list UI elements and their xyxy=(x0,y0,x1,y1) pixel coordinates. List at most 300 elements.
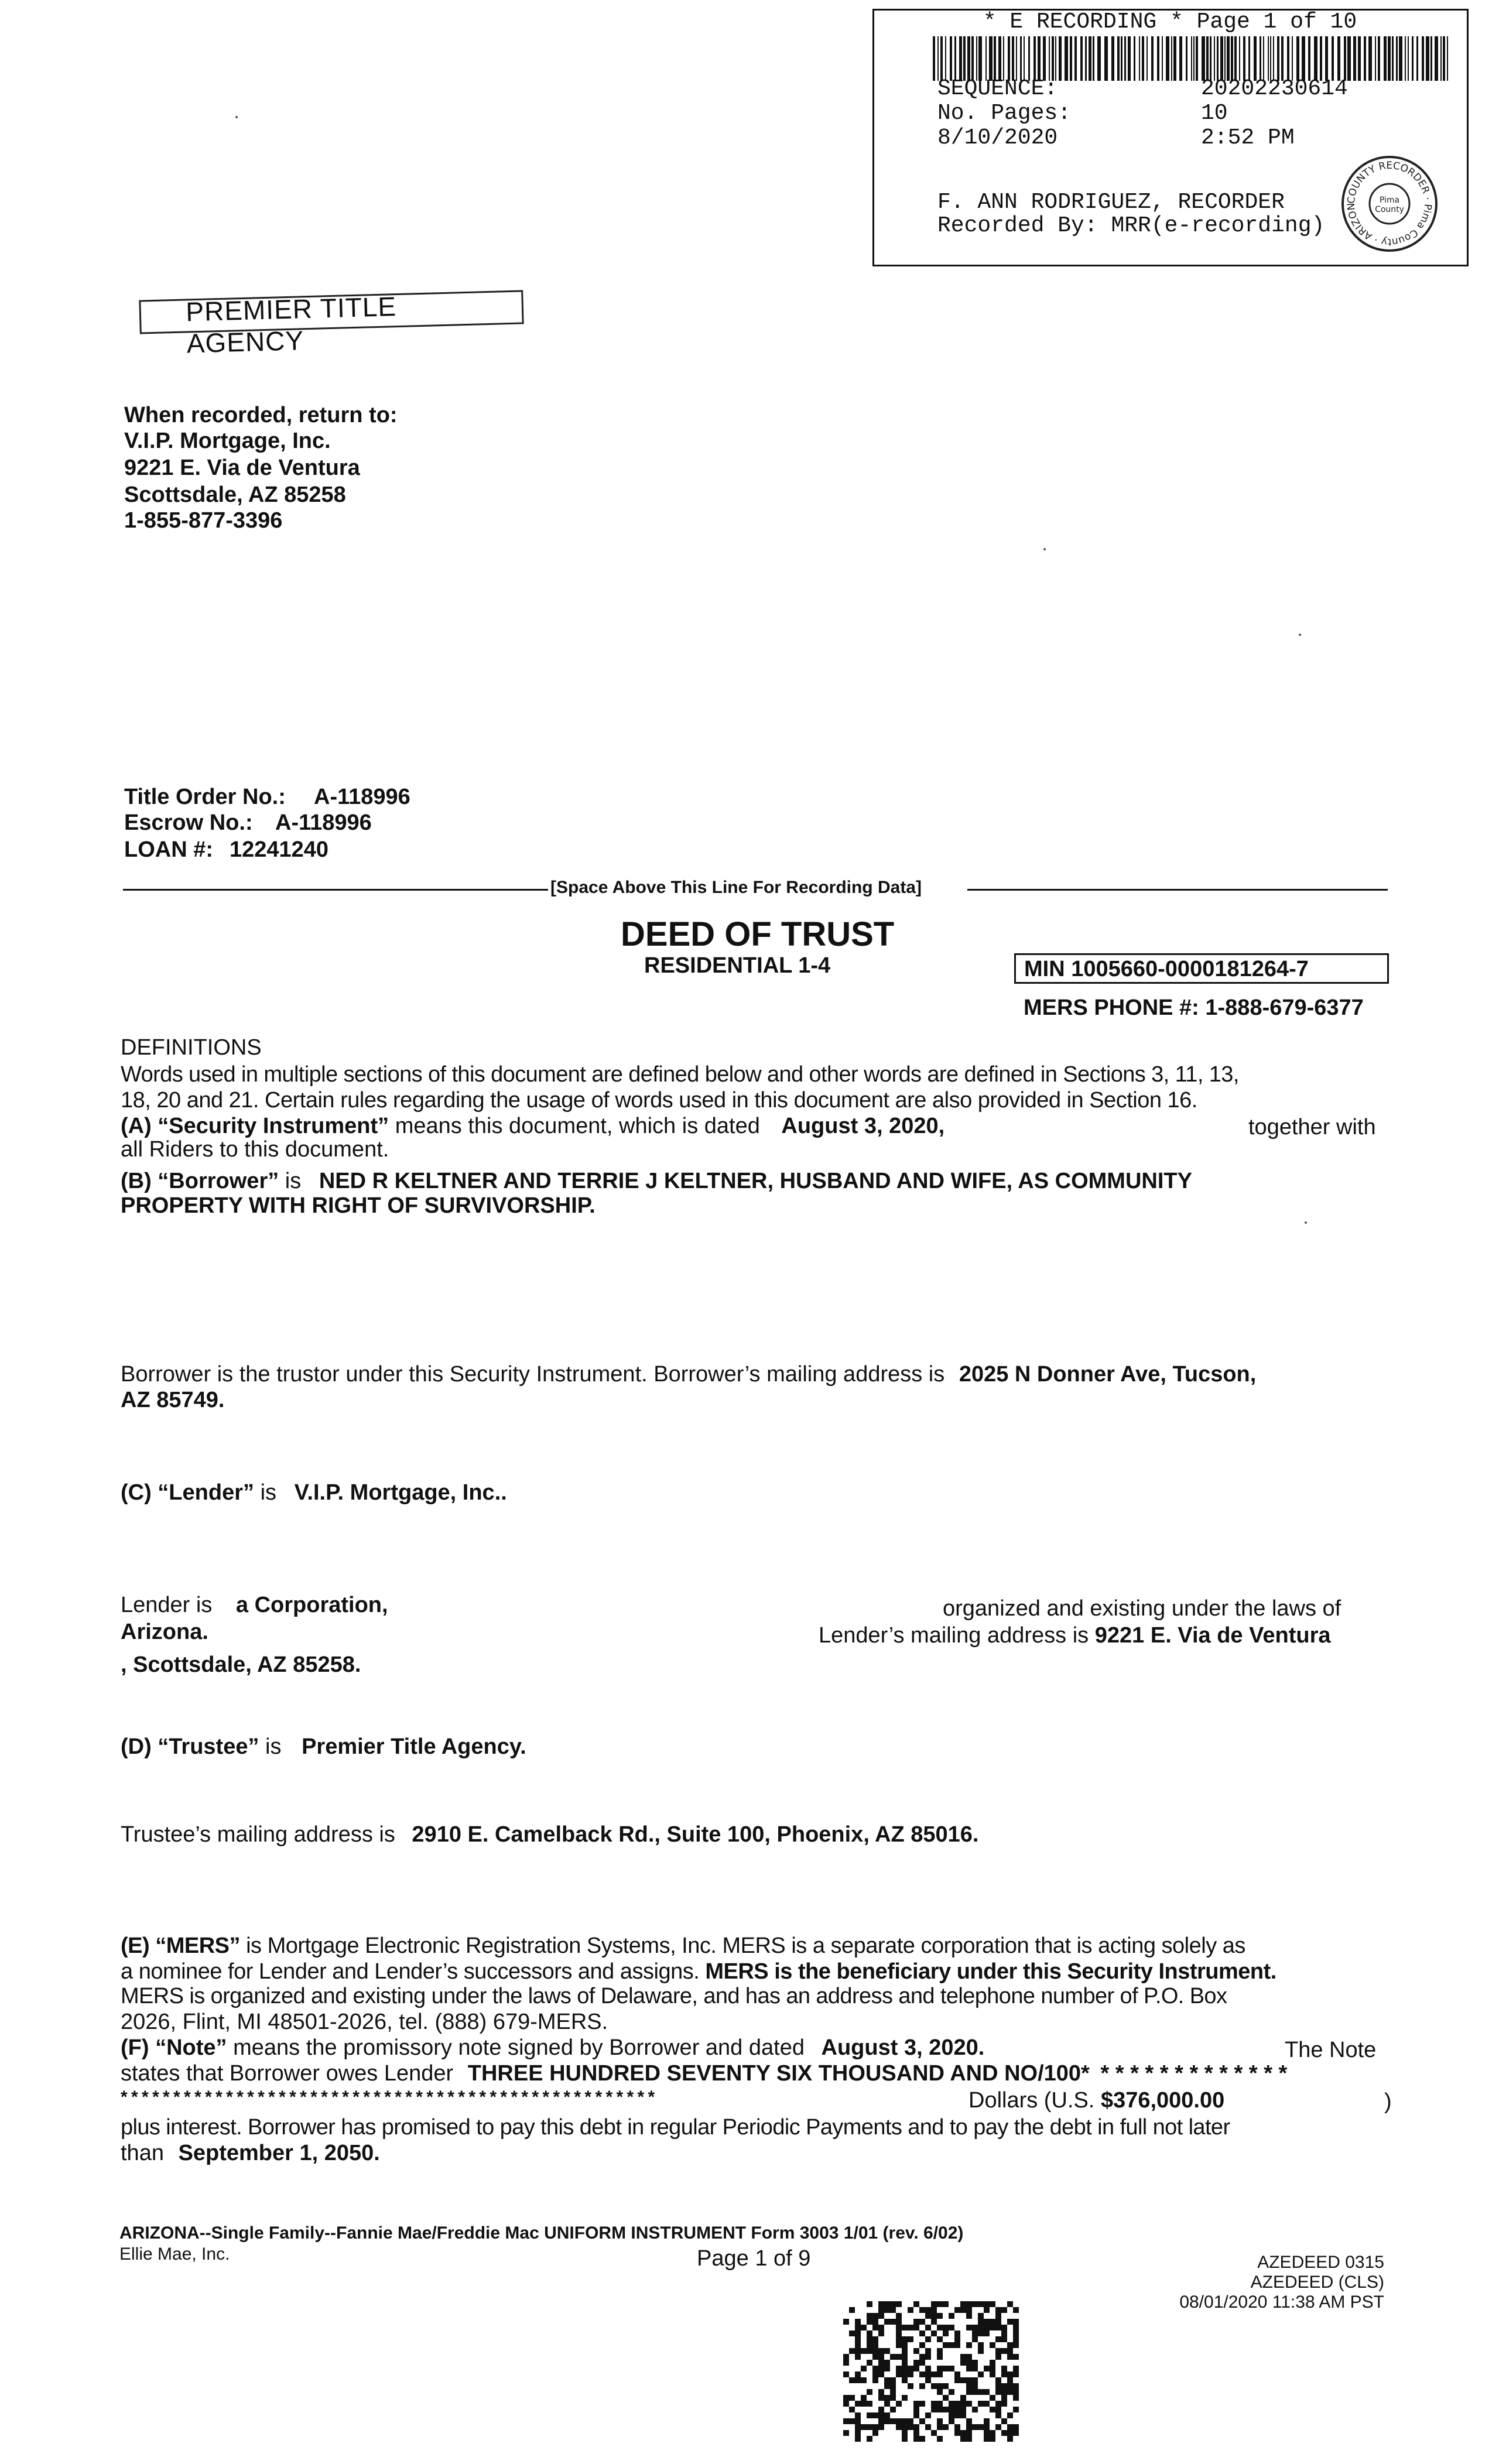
barcode-bar xyxy=(1070,36,1072,81)
trustee-mail-row xyxy=(121,1821,978,1848)
code-module xyxy=(931,2401,937,2407)
code-module xyxy=(855,2325,861,2330)
code-module xyxy=(849,2407,855,2412)
code-module xyxy=(896,2319,902,2325)
barcode-bar xyxy=(1399,36,1402,81)
code-module xyxy=(855,2330,861,2336)
code-module xyxy=(896,2418,902,2424)
code-module xyxy=(966,2436,972,2442)
code-module xyxy=(966,2313,972,2319)
min-number: MIN 1005660-0000181264-7 xyxy=(1024,957,1309,981)
code-module xyxy=(954,2412,960,2418)
code-module xyxy=(878,2301,884,2307)
code-module xyxy=(896,2313,902,2319)
barcode-bar xyxy=(1308,36,1310,81)
code-module xyxy=(937,2348,943,2354)
code-module xyxy=(937,2301,943,2307)
barcode-bar xyxy=(1124,36,1126,81)
barcode-bar xyxy=(937,36,939,81)
footer-form: ARIZONA--Single Family--Fannie Mae/Freddie Mac UNIFORM INSTRUMENT Form 3003 1/01 (rev. 6/02) xyxy=(119,2223,964,2243)
barcode-bar xyxy=(1416,36,1418,81)
code-module xyxy=(995,2336,1001,2342)
code-module xyxy=(1007,2430,1013,2436)
barcode-bar xyxy=(1368,36,1372,81)
barcode-bar xyxy=(1171,36,1172,81)
code-module xyxy=(949,2313,954,2319)
code-module xyxy=(843,2360,849,2366)
code-module xyxy=(1007,2412,1013,2418)
code-module xyxy=(925,2366,931,2371)
def-f-stars-2: * * * * * * * * * * * * * * * * * * * * * * * * * * * * * * * * * * * * * * * * * * * * * * * * * * * xyxy=(121,2087,655,2107)
def-c-row xyxy=(121,1479,507,1506)
barcode-bar xyxy=(1043,36,1046,81)
code-module xyxy=(878,2307,884,2313)
code-module xyxy=(896,2325,902,2330)
barcode-bar xyxy=(1003,36,1004,81)
code-module xyxy=(984,2307,990,2313)
barcode-bar xyxy=(1139,36,1140,81)
code-module xyxy=(972,2383,978,2389)
barcode-bar xyxy=(1074,36,1077,81)
def-f-the-note: The Note xyxy=(1285,2038,1377,2062)
code-module xyxy=(931,2301,937,2307)
loan-value: 12241240 xyxy=(230,837,329,862)
barcode-bar xyxy=(1173,36,1176,81)
def-a-label: (A) “Security Instrument” xyxy=(121,1114,389,1138)
code-module xyxy=(890,2301,896,2307)
barcode-bar xyxy=(1412,36,1414,81)
code-module xyxy=(925,2371,931,2377)
code-module xyxy=(925,2307,931,2313)
code-module xyxy=(978,2401,984,2407)
code-module xyxy=(972,2325,978,2330)
code-module xyxy=(890,2407,896,2412)
code-module xyxy=(902,2418,908,2424)
barcode-bar xyxy=(1320,36,1322,81)
scan-speck xyxy=(1299,634,1301,636)
barcode-bar xyxy=(1378,36,1380,81)
barcode-bar xyxy=(1332,36,1334,81)
code-module xyxy=(978,2389,984,2395)
code-module xyxy=(872,2424,878,2430)
code-module xyxy=(849,2330,855,2336)
barcode-bar xyxy=(1206,36,1209,81)
code-module xyxy=(843,2418,849,2424)
code-module xyxy=(960,2395,966,2401)
code-module xyxy=(931,2307,937,2313)
code-module xyxy=(925,2336,931,2342)
barcode-bar xyxy=(1111,36,1114,81)
code-module xyxy=(931,2313,937,2319)
def-e-label: (E) “MERS” xyxy=(121,1933,240,1958)
barcode-bar xyxy=(1405,36,1406,81)
def-e-beneficiary: MERS is the beneficiary under this Security Instrument. xyxy=(705,1959,1276,1984)
code-module xyxy=(902,2336,908,2342)
code-module xyxy=(995,2377,1001,2383)
scan-speck xyxy=(1043,548,1046,550)
recorded-by: Recorded By: MRR(e-recording) xyxy=(937,213,1325,238)
code-module xyxy=(855,2436,861,2442)
code-module xyxy=(878,2360,884,2366)
code-module xyxy=(896,2342,902,2348)
code-module xyxy=(995,2313,1001,2319)
def-f-line1: means the promissory note signed by Borrower and dated xyxy=(233,2035,805,2060)
code-module xyxy=(919,2383,925,2389)
code-module xyxy=(966,2383,972,2389)
code-module xyxy=(872,2354,878,2360)
scan-speck xyxy=(1305,1221,1307,1224)
code-module xyxy=(861,2377,867,2383)
code-module xyxy=(896,2366,902,2371)
barcode-bar xyxy=(978,36,982,81)
barcode-bar xyxy=(954,36,956,81)
barcode-bar xyxy=(1196,36,1198,81)
lender-mail-label: Lender’s mailing address is xyxy=(819,1623,1089,1648)
barcode-bar xyxy=(1157,36,1159,81)
def-d-row xyxy=(121,1733,526,1760)
code-module xyxy=(990,2325,995,2330)
escrow-value: A-118996 xyxy=(275,810,372,835)
code-module xyxy=(1007,2301,1013,2307)
code-module xyxy=(884,2319,890,2325)
code-module xyxy=(919,2418,925,2424)
code-module xyxy=(896,2424,902,2430)
barcode-bar xyxy=(933,36,935,81)
code-module xyxy=(995,2319,1001,2325)
barcode-bar xyxy=(1038,36,1041,81)
code-module xyxy=(937,2354,943,2360)
barcode-bar xyxy=(1097,36,1101,81)
barcode-bar xyxy=(1263,36,1264,81)
code-module xyxy=(913,2319,919,2325)
code-module xyxy=(878,2412,884,2418)
code-module xyxy=(890,2319,896,2325)
code-module xyxy=(902,2360,908,2366)
barcode-bar xyxy=(1089,36,1091,81)
code-module xyxy=(943,2330,949,2336)
footer-page: Page 1 of 9 xyxy=(697,2246,811,2271)
code-module xyxy=(937,2401,943,2407)
code-module xyxy=(878,2395,884,2401)
code-module xyxy=(966,2342,972,2348)
code-module xyxy=(954,2407,960,2412)
code-module xyxy=(861,2366,867,2371)
code-module xyxy=(902,2371,908,2377)
def-f-than: than xyxy=(121,2141,164,2165)
code-module xyxy=(884,2401,890,2407)
barcode-bar xyxy=(1220,36,1223,81)
def-f-amount-words: THREE HUNDRED SEVENTY SIX THOUSAND AND NO/100* xyxy=(467,2061,1090,2086)
def-f-line4: plus interest. Borrower has promised to pay this debt in regular Periodic Payments and to pay the debt in full not later xyxy=(121,2115,1230,2140)
code-module xyxy=(960,2436,966,2442)
code-module xyxy=(867,2319,872,2325)
code-module xyxy=(867,2401,872,2407)
barcode-bar xyxy=(1214,36,1215,81)
code-module xyxy=(919,2354,925,2360)
code-module xyxy=(919,2360,925,2366)
code-module xyxy=(849,2395,855,2401)
code-module xyxy=(867,2412,872,2418)
code-module xyxy=(902,2424,908,2430)
code-module xyxy=(966,2424,972,2430)
code-module xyxy=(1007,2371,1013,2377)
code-module xyxy=(949,2407,954,2412)
recording-box xyxy=(872,9,1469,266)
barcode-bar xyxy=(1243,36,1245,81)
code-module xyxy=(878,2424,884,2430)
code-module xyxy=(908,2371,913,2377)
code-module xyxy=(972,2389,978,2395)
code-module xyxy=(1013,2307,1019,2313)
barcode-bar xyxy=(1248,36,1250,81)
code-module xyxy=(949,2342,954,2348)
barcode-bar xyxy=(1024,36,1025,81)
code-module xyxy=(1001,2330,1007,2336)
code-module xyxy=(972,2336,978,2342)
code-module xyxy=(978,2342,984,2348)
space-above-label: [Space Above This Line For Recording Data] xyxy=(550,878,922,897)
return-to-city: Scottsdale, AZ 85258 xyxy=(124,482,346,507)
barcode-bar xyxy=(1065,36,1068,81)
def-f-dollars: Dollars (U.S. xyxy=(968,2088,1095,2113)
code-module xyxy=(872,2377,878,2383)
code-module xyxy=(978,2301,984,2307)
code-module xyxy=(855,2336,861,2342)
barcode-bar xyxy=(1422,36,1424,81)
code-module xyxy=(861,2401,867,2407)
code-module xyxy=(902,2354,908,2360)
min-box xyxy=(1014,953,1389,984)
code-module xyxy=(925,2313,931,2319)
code-module xyxy=(984,2301,990,2307)
code-module xyxy=(1013,2389,1019,2395)
code-module xyxy=(1007,2436,1013,2442)
code-module xyxy=(954,2336,960,2342)
trustee-mail-label: Trustee’s mailing address is xyxy=(121,1822,395,1847)
code-module xyxy=(884,2412,890,2418)
code-module xyxy=(884,2301,890,2307)
code-module xyxy=(978,2371,984,2377)
code-module xyxy=(937,2366,943,2371)
code-module xyxy=(949,2325,954,2330)
code-module xyxy=(966,2301,972,2307)
code-module xyxy=(855,2418,861,2424)
mers-phone: MERS PHONE #: 1-888-679-6377 xyxy=(1024,995,1364,1020)
barcode-bar xyxy=(1121,36,1122,81)
code-module xyxy=(937,2371,943,2377)
code-module xyxy=(966,2354,972,2360)
barcode-bar xyxy=(1179,36,1182,81)
def-f-line2-row xyxy=(121,2060,1287,2087)
barcode-bar xyxy=(1147,36,1148,81)
def-c-label: (C) “Lender” xyxy=(121,1480,254,1505)
code-module xyxy=(925,2412,931,2418)
code-module xyxy=(867,2336,872,2342)
barcode-bar xyxy=(1440,36,1442,81)
code-module xyxy=(949,2366,954,2371)
code-module xyxy=(913,2325,919,2330)
lender-is-row xyxy=(121,1592,388,1618)
barcode-bar xyxy=(1435,36,1438,81)
code-module xyxy=(1013,2424,1019,2430)
barcode-bar xyxy=(1239,36,1240,81)
barcode-bar xyxy=(989,36,993,81)
code-module xyxy=(878,2418,884,2424)
barcode-bar xyxy=(945,36,946,81)
code-module xyxy=(960,2301,966,2307)
escrow-label: Escrow No.: xyxy=(124,810,253,835)
scan-speck xyxy=(235,116,238,118)
code-module xyxy=(1007,2377,1013,2383)
barcode-bar xyxy=(1358,36,1361,81)
code-module xyxy=(878,2354,884,2360)
trustee-mail-value: 2910 E. Camelback Rd., Suite 100, Phoenix, AZ 85016. xyxy=(412,1822,979,1847)
code-module xyxy=(966,2325,972,2330)
barcode-bar xyxy=(1396,36,1398,81)
code-module xyxy=(878,2407,884,2412)
barcode-bar xyxy=(1325,36,1328,81)
barcode-bar xyxy=(976,36,977,81)
def-b-label: (B) “Borrower” xyxy=(121,1169,279,1193)
def-a-text: means this document, which is dated xyxy=(395,1114,760,1138)
code-module xyxy=(843,2354,849,2360)
code-module xyxy=(867,2330,872,2336)
code-module xyxy=(1001,2366,1007,2371)
title-agency-stamp xyxy=(139,288,520,359)
barcode-bar xyxy=(1020,36,1022,81)
code-module xyxy=(843,2395,849,2401)
barcode-bar xyxy=(1384,36,1387,81)
trustor-address-1: 2025 N Donner Ave, Tucson, xyxy=(959,1362,1257,1387)
code-module xyxy=(855,2354,861,2360)
svg-text:County: County xyxy=(1375,205,1404,214)
code-module xyxy=(984,2330,990,2336)
code-module xyxy=(872,2371,878,2377)
code-module xyxy=(966,2366,972,2371)
code-module xyxy=(919,2401,925,2407)
code-module xyxy=(937,2418,943,2424)
code-module xyxy=(960,2407,966,2412)
return-to-company: V.I.P. Mortgage, Inc. xyxy=(124,429,331,453)
barcode-bar xyxy=(971,36,974,81)
code-module xyxy=(867,2436,872,2442)
code-module xyxy=(908,2418,913,2424)
code-module xyxy=(1001,2418,1007,2424)
code-module xyxy=(849,2348,855,2354)
code-module xyxy=(966,2377,972,2383)
code-module xyxy=(995,2424,1001,2430)
code-module xyxy=(872,2366,878,2371)
code-module xyxy=(937,2325,943,2330)
code-module xyxy=(1013,2342,1019,2348)
code-module xyxy=(995,2389,1001,2395)
barcode-bar xyxy=(1430,36,1432,81)
code-module xyxy=(990,2371,995,2377)
code-module xyxy=(843,2430,849,2436)
barcode-bar xyxy=(1117,36,1120,81)
code-module xyxy=(943,2325,949,2330)
barcode-bar xyxy=(1273,36,1274,81)
trustor-address-2: AZ 85749. xyxy=(121,1388,225,1412)
code-module xyxy=(872,2342,878,2348)
barcode-bar xyxy=(1302,36,1305,81)
code-module xyxy=(1013,2383,1019,2389)
code-module xyxy=(1001,2348,1007,2354)
barcode-bar xyxy=(967,36,970,81)
barcode-bar xyxy=(1292,36,1293,81)
definitions-heading: DEFINITIONS xyxy=(121,1035,262,1060)
code-module xyxy=(1001,2389,1007,2395)
barcode-bar xyxy=(1202,36,1205,81)
code-module xyxy=(861,2395,867,2401)
barcode-bar xyxy=(1151,36,1154,81)
sequence-value: 20202230614 xyxy=(1201,76,1348,101)
code-module xyxy=(960,2360,966,2366)
code-module xyxy=(1001,2325,1007,2330)
def-f-label: (F) “Note” xyxy=(121,2035,227,2060)
code-module xyxy=(919,2330,925,2336)
code-module xyxy=(1013,2319,1019,2325)
code-module xyxy=(1001,2336,1007,2342)
code-module xyxy=(925,2348,931,2354)
code-module xyxy=(919,2371,925,2377)
code-module xyxy=(954,2430,960,2436)
code-module xyxy=(990,2430,995,2436)
barcode-bar xyxy=(1166,36,1169,81)
code-module xyxy=(878,2389,884,2395)
code-module xyxy=(913,2301,919,2307)
def-f-stars-1: * * * * * * * * * * * * * xyxy=(1100,2061,1288,2086)
code-module xyxy=(908,2383,913,2389)
barcode-bar xyxy=(1128,36,1131,81)
def-b-row xyxy=(121,1168,1192,1195)
barcode-bar xyxy=(1287,36,1289,81)
code-module xyxy=(931,2430,937,2436)
code-module xyxy=(913,2348,919,2354)
barcode-bar xyxy=(1364,36,1366,81)
code-module xyxy=(878,2371,884,2377)
barcode-bar xyxy=(1186,36,1187,81)
def-e-line2: a nominee for Lender and Lender’s successors and assigns. xyxy=(121,1959,700,1984)
barcode-bar xyxy=(1270,36,1271,81)
code-module xyxy=(902,2366,908,2371)
code-module xyxy=(849,2418,855,2424)
barcode-bar xyxy=(1426,36,1429,81)
code-module xyxy=(937,2383,943,2389)
code-module xyxy=(843,2401,849,2407)
code-module xyxy=(1001,2371,1007,2377)
code-module xyxy=(972,2330,978,2336)
code-module xyxy=(890,2389,896,2395)
def-a-date: August 3, 2020, xyxy=(781,1114,945,1138)
code-module xyxy=(1001,2383,1007,2389)
code-module xyxy=(884,2348,890,2354)
code-module xyxy=(954,2307,960,2313)
code-module xyxy=(855,2319,861,2325)
code-module xyxy=(925,2354,931,2360)
code-module xyxy=(919,2436,925,2442)
trustor-row xyxy=(121,1361,1256,1388)
barcode-bar xyxy=(1268,36,1269,81)
code-module xyxy=(867,2342,872,2348)
code-module xyxy=(984,2325,990,2330)
code-module xyxy=(872,2412,878,2418)
code-module xyxy=(978,2319,984,2325)
recording-date: 8/10/2020 xyxy=(937,125,1058,150)
code-module xyxy=(919,2307,925,2313)
code-module xyxy=(954,2377,960,2383)
code-module xyxy=(943,2395,949,2401)
